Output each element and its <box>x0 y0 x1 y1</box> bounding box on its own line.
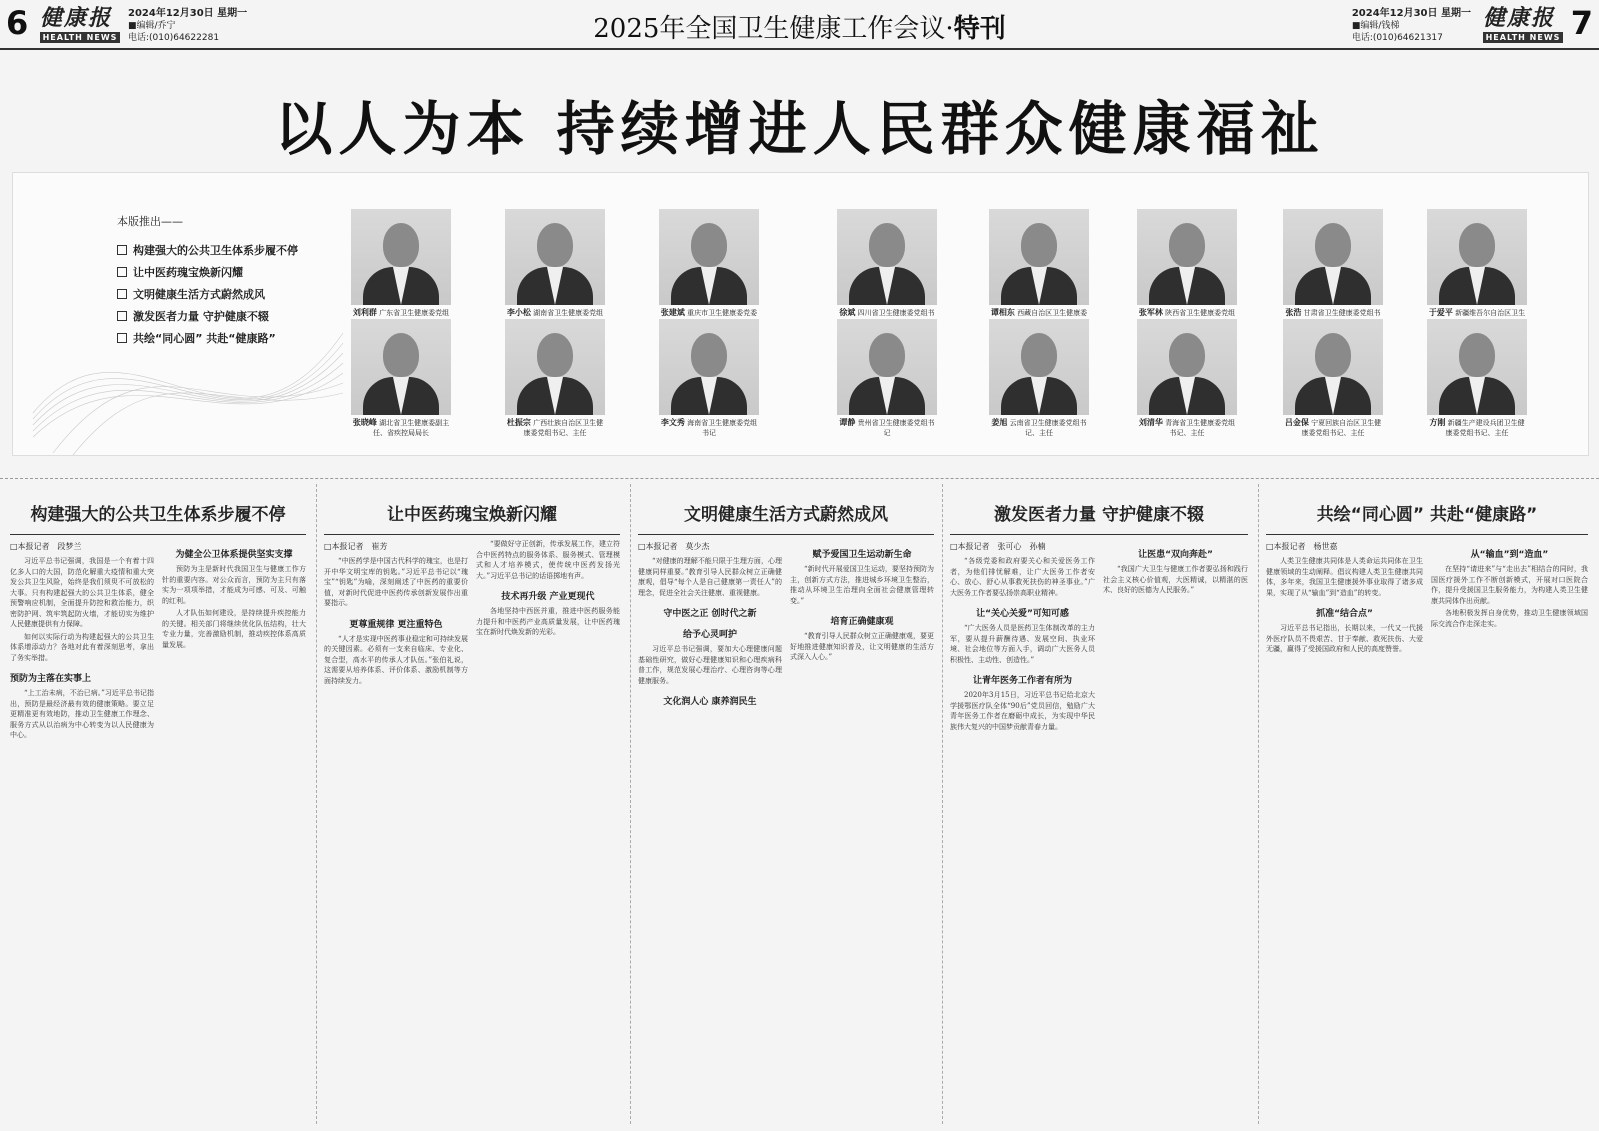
leader-title: 四川省卫生健康委党组书 <box>857 309 935 317</box>
paragraph: “教育引导人民群众树立正确健康观，要更好地推进健康知识普及，让文明健康的生活方式深入人心。” <box>790 632 934 661</box>
title-rule <box>324 534 620 535</box>
issue-meta-right <box>1352 8 1471 44</box>
paragraph: 习近平总书记强调，我国是一个有着十四亿多人口的大国，防范化解重大疫情和重大突发公共卫生风险，始终是我们须臾不可放松的大事。只有构建起强大的公共卫生体系，健全预警响应机制，全面提升防控和救治能力，织密防护网、筑牢筑起防火墙，才能切实为维护人民健康提供有力保障。 <box>10 557 154 628</box>
checkbox-square-icon <box>117 333 127 343</box>
title-rule <box>950 534 1248 535</box>
leader-title: 广东省卫生健康委党组 <box>379 309 450 317</box>
paragraph: “要做好守正创新，传承发展工作，建立符合中医药特点的服务体系、服务模式、管理模式和人才培养模式，使传统中医药发扬光大。”习近平总书记的话语掷地有声。 <box>476 540 620 580</box>
leader-portrait <box>1283 209 1383 328</box>
article-body <box>950 539 1248 734</box>
section-subheading: 给予心灵呵护 <box>682 630 737 640</box>
paragraph: 各地积极发挥自身优势，推动卫生健康领域国际交流合作走深走实。 <box>1431 609 1588 628</box>
section-subheading: 培育正确健康观 <box>830 617 894 627</box>
issue-date: 2024年12月30日 星期一 <box>128 8 248 19</box>
leader-portrait <box>505 209 605 328</box>
leaders-portrait-panel <box>12 172 1589 456</box>
article <box>950 500 1248 1125</box>
title-rule <box>1266 534 1588 535</box>
leader-portrait <box>1137 209 1237 328</box>
leader-name: 张晓峰 <box>352 418 377 427</box>
portrait-caption <box>505 418 605 438</box>
toc-item <box>117 261 317 283</box>
article <box>1266 500 1588 1125</box>
section-subheading: 让“关心关爱”可知可感 <box>976 609 1069 619</box>
text-column <box>1266 539 1423 657</box>
leader-portrait <box>1427 319 1527 438</box>
leader-portrait <box>351 209 451 328</box>
leader-name: 姜旭 <box>991 418 1008 427</box>
article-title: 共绘“同心圆” 共赴“健康路” <box>1316 505 1538 525</box>
portrait-photo <box>1283 319 1383 415</box>
portrait-photo <box>659 209 759 305</box>
title-rule <box>10 534 306 535</box>
text-column <box>476 539 620 688</box>
leader-portrait <box>1137 319 1237 438</box>
reporter-byline: □本报记者 张可心 孙楠 <box>950 542 1046 551</box>
portrait-photo <box>659 319 759 415</box>
portrait-caption <box>351 418 451 438</box>
article-body <box>10 539 306 743</box>
section-subheading: 更尊重规律 更注重特色 <box>349 619 443 630</box>
leader-title: 新疆维吾尔自治区卫生 <box>1455 309 1526 317</box>
toc-item-label: 文明健康生活方式蔚然成风 <box>133 288 265 301</box>
article-title: 构建强大的公共卫生体系步履不停 <box>30 505 286 525</box>
paragraph: “各级党委和政府要关心和关爱医务工作者，为他们排忧解难，让广大医务工作者安心、放心、舒心从事救死扶伤的神圣事业。”广大医务工作者要弘扬崇高职业精神。 <box>950 557 1095 597</box>
toc-title: 本版推出—— <box>117 215 183 228</box>
leader-portrait <box>351 319 451 438</box>
portrait-photo <box>351 319 451 415</box>
paragraph: “广大医务人员是医药卫生体制改革的主力军，要从提升薪酬待遇、发展空间、执业环境、社会地位等方面入手，调动广大医务人员积极性、主动性、创造性。” <box>950 624 1095 664</box>
column-divider <box>316 484 317 1124</box>
article-title: 文明健康生活方式蔚然成风 <box>684 505 888 525</box>
leader-name: 谭静 <box>839 418 856 427</box>
portrait-caption <box>1283 418 1383 438</box>
paragraph: “我国广大卫生与健康工作者要弘扬和践行社会主义核心价值观，大医精诚，以精湛的医术、良好的医德为人民服务。” <box>1103 565 1248 594</box>
text-column <box>1103 539 1248 734</box>
editor-phone: 电话:(010)64622281 <box>128 33 220 43</box>
article-title: 让中医药瑰宝焕新闪耀 <box>387 505 557 525</box>
leader-title: 广西壮族自治区卫生健康委党组书记、主任 <box>523 419 604 437</box>
leader-portrait <box>837 319 937 438</box>
text-column <box>950 539 1095 734</box>
checkbox-square-icon <box>117 311 127 321</box>
paragraph: 习近平总书记指出，长期以来，一代又一代援外医疗队员不畏艰苦、甘于奉献、救死扶伤、大爱无疆，赢得了受援国政府和人民的高度赞誉。 <box>1266 624 1423 653</box>
leader-portrait <box>989 209 1089 328</box>
page-number-right: 7 <box>1570 4 1593 42</box>
toc-item-label: 构建强大的公共卫生体系步履不停 <box>133 244 298 257</box>
leader-portrait <box>1427 209 1527 328</box>
portrait-caption <box>659 418 759 438</box>
article <box>10 500 306 1125</box>
section-subheading: 技术再升级 产业更现代 <box>501 592 595 602</box>
portrait-photo <box>837 209 937 305</box>
leader-name: 张浩 <box>1285 308 1302 317</box>
toc-item <box>117 305 317 327</box>
article-title: 激发医者力量 守护健康不辍 <box>994 505 1204 525</box>
reporter-byline: □本报记者 莫少杰 <box>638 542 710 551</box>
reporter-byline: □本报记者 段梦兰 <box>10 542 82 551</box>
portrait-photo <box>989 319 1089 415</box>
paragraph: “人才是实现中医药事业稳定和可持续发展的关键因素。必须有一支来自临床、专业化、复合型，高水平的传承人才队伍。”张伯礼说，这需要从培养体系、评价体系、激励机制等方面持续发力。 <box>324 634 468 685</box>
paragraph: “对健康的理解不能只限于生理方面，心理健康同样重要。”教育引导人民群众树立正确健康观，倡导“每个人是自己健康第一责任人”的理念，促进全社会关注健康、重视健康。 <box>638 557 782 597</box>
leader-name: 张军林 <box>1138 308 1163 317</box>
portrait-caption <box>989 418 1089 438</box>
leader-title: 重庆市卫生健康委党委 <box>687 309 758 317</box>
paragraph: 预防为主是新时代我国卫生与健康工作方针的重要内容。对公众而言，预防为主只有落实为一项项举措，才能成为可感、可及、可触的红利。 <box>162 565 306 605</box>
portrait-photo <box>989 209 1089 305</box>
paragraph: “新时代开展爱国卫生运动，要坚持预防为主，创新方式方法，推进城乡环境卫生整治，推动从环境卫生治理向全面社会健康管理转变。” <box>790 565 934 605</box>
section-subheading: 为健全公卫体系提供坚实支撑 <box>175 550 293 560</box>
paragraph: 各地坚持中西医并重，推进中医药服务能力提升和中医药产业高质量发展，让中医药瑰宝在新时代焕发新的光彩。 <box>476 607 620 636</box>
paragraph: 2020年3月15日，习近平总书记给北京大学援鄂医疗队全体“90后”党员回信，勉励广大青年医务工作者在磨砺中成长，为实现中华民族伟大复兴的中国梦贡献青春力量。 <box>950 691 1095 731</box>
text-column <box>10 539 154 743</box>
leader-name: 徐斌 <box>839 308 856 317</box>
section-subheading: 守中医之正 创时代之新 <box>663 609 757 619</box>
leader-portrait <box>1283 319 1383 438</box>
leader-name: 方刚 <box>1429 418 1446 427</box>
article <box>638 500 934 1125</box>
column-divider <box>942 484 943 1124</box>
logo-text: 健康报 <box>40 5 113 31</box>
special-tag: 特刊 <box>953 14 1006 44</box>
leader-title: 陕西省卫生健康委党组 <box>1165 309 1236 317</box>
text-column <box>1431 539 1588 657</box>
section-subheading: 赋予爱国卫生运动新生命 <box>812 550 912 560</box>
portrait-photo <box>351 209 451 305</box>
toc-item-label: 激发医者力量 守护健康不辍 <box>133 310 269 323</box>
portrait-caption <box>837 418 937 438</box>
article-body <box>324 539 620 688</box>
table-of-contents <box>117 213 317 349</box>
toc-item-label: 让中医药瑰宝焕新闪耀 <box>133 266 243 279</box>
logo-english: HEALTH NEWS <box>1483 32 1563 43</box>
leader-name: 杜振宗 <box>506 418 531 427</box>
article <box>324 500 620 1125</box>
issue-date: 2024年12月30日 星期一 <box>1351 8 1471 19</box>
leader-name: 吕金保 <box>1284 418 1309 427</box>
leader-title: 西藏自治区卫生健康委 <box>1017 309 1088 317</box>
toc-item <box>117 239 317 261</box>
checkbox-square-icon <box>117 289 127 299</box>
checkbox-square-icon <box>117 267 127 277</box>
editor-credit: ■编辑/钱梯 <box>1351 21 1400 31</box>
leader-title: 湖南省卫生健康委党组 <box>533 309 604 317</box>
text-column <box>162 539 306 743</box>
leader-name: 刘利群 <box>352 308 377 317</box>
portrait-photo <box>1283 209 1383 305</box>
leader-name: 李文秀 <box>660 418 685 427</box>
portrait-photo <box>837 319 937 415</box>
text-column <box>790 539 934 711</box>
leader-name: 谭相东 <box>990 308 1015 317</box>
toc-item <box>117 283 317 305</box>
checkbox-square-icon <box>117 245 127 255</box>
leader-portrait <box>989 319 1089 438</box>
portrait-photo <box>505 209 605 305</box>
leader-portrait <box>659 209 759 328</box>
article-body <box>1266 539 1588 657</box>
editor-credit: ■编辑/乔宁 <box>128 21 176 31</box>
leader-name: 刘清华 <box>1138 418 1163 427</box>
paragraph: 在坚持“请进来”与“走出去”相结合的同时，我国医疗援外工作不断创新模式，开展对口医院合作，提升受援国卫生服务能力，为构建人类卫生健康共同体作出贡献。 <box>1431 565 1588 605</box>
paragraph: “中医药学是中国古代科学的瑰宝，也是打开中华文明宝库的钥匙。”习近平总书记以“瑰宝”“钥匙”为喻，深刻阐述了中医药的重要价值，对新时代促进中医药传承创新发展作出重要指示。 <box>324 557 468 607</box>
section-subheading: 抓准“结合点” <box>1316 609 1373 619</box>
page-headline: 以人为本 持续增进人民群众健康福祉 <box>274 95 1325 163</box>
portrait-photo <box>1137 209 1237 305</box>
logo-text: 健康报 <box>1483 5 1556 31</box>
leader-title: 海南省卫生健康委党组书记 <box>687 419 758 437</box>
leader-portrait <box>505 319 605 438</box>
leader-title: 贵州省卫生健康委党组书记 <box>857 419 935 437</box>
leader-title: 新疆生产建设兵团卫生健康委党组书记、主任 <box>1445 419 1525 437</box>
portrait-photo <box>1427 319 1527 415</box>
title-rule <box>638 534 934 535</box>
leader-name: 于爱平 <box>1428 308 1453 317</box>
column-divider <box>630 484 631 1124</box>
leader-name: 李小松 <box>506 308 531 317</box>
reporter-byline: □本报记者 崔芳 <box>324 542 388 551</box>
paragraph: 习近平总书记强调，要加大心理健康问题基础性研究，做好心理健康知识和心理疾病科普工作，规范发展心理治疗、心理咨询等心理健康服务。 <box>638 645 782 685</box>
portrait-photo <box>1137 319 1237 415</box>
leader-portrait <box>837 209 937 328</box>
paragraph: 如何以实际行动为构建起强大的公共卫生体系增添动力？各地对此有着深刻思考，拿出了务实举措。 <box>10 632 154 662</box>
portrait-photo <box>505 319 605 415</box>
editor-phone: 电话:(010)64621317 <box>1351 33 1443 43</box>
paragraph: 人才队伍如何建设，是持续提升疾控能力的关键。相关部门将继续优化队伍结构，壮大专业力量，完善激励机制，推动疾控体系高质量发展。 <box>162 609 306 649</box>
portrait-caption <box>1427 418 1527 438</box>
section-subheading: 预防为主落在实事上 <box>10 674 92 684</box>
portrait-photo <box>1427 209 1527 305</box>
leader-title: 湖北省卫生健康委副主任、省疾控局局长 <box>373 419 450 437</box>
paragraph: 人类卫生健康共同体是人类命运共同体在卫生健康领域的生动阐释。倡议构建人类卫生健康共同体，多年来，我国卫生健康援外事业取得了诸多成果，实现了从“输血”到“造血”的转变。 <box>1266 557 1423 597</box>
text-column <box>324 539 468 688</box>
portrait-caption <box>1137 418 1237 438</box>
text-column <box>638 539 782 711</box>
masthead <box>0 0 1599 50</box>
paragraph: “上工治未病，不治已病。”习近平总书记指出，预防是最经济最有效的健康策略。要立足更精准更有效地防，推动卫生健康工作理念、服务方式从以治病为中心转变为以人民健康为中心。 <box>10 689 154 739</box>
section-subheading: 文化润人心 康养润民生 <box>663 697 757 707</box>
leader-name: 张建斌 <box>660 308 685 317</box>
toc-item-label: 共绘“同心圆” 共赴“健康路” <box>133 332 276 345</box>
newspaper-logo-right <box>1483 6 1563 43</box>
section-subheading: 从“输血”到“造血” <box>1470 550 1549 560</box>
section-subheading: 让医患“双向奔赴” <box>1138 550 1213 560</box>
article-body <box>638 539 934 711</box>
leader-title: 甘肃省卫生健康委党组书 <box>1303 309 1381 317</box>
section-subheading: 让青年医务工作者有所为 <box>972 676 1072 686</box>
special-title-text: 2025年全国卫生健康工作会议· <box>593 14 954 44</box>
leader-title: 青海省卫生健康委党组书记、主任 <box>1165 419 1236 437</box>
leader-title: 宁夏回族自治区卫生健康委党组书记、主任 <box>1301 419 1382 437</box>
leader-title: 云南省卫生健康委党组书记、主任 <box>1009 419 1087 437</box>
logo-english: HEALTH NEWS <box>40 32 120 43</box>
column-divider <box>1258 484 1259 1124</box>
leader-portrait <box>659 319 759 438</box>
toc-item <box>117 327 317 349</box>
reporter-byline: □本报记者 杨世嘉 <box>1266 542 1338 551</box>
page-number-left: 6 <box>6 4 29 42</box>
section-divider <box>0 478 1599 479</box>
